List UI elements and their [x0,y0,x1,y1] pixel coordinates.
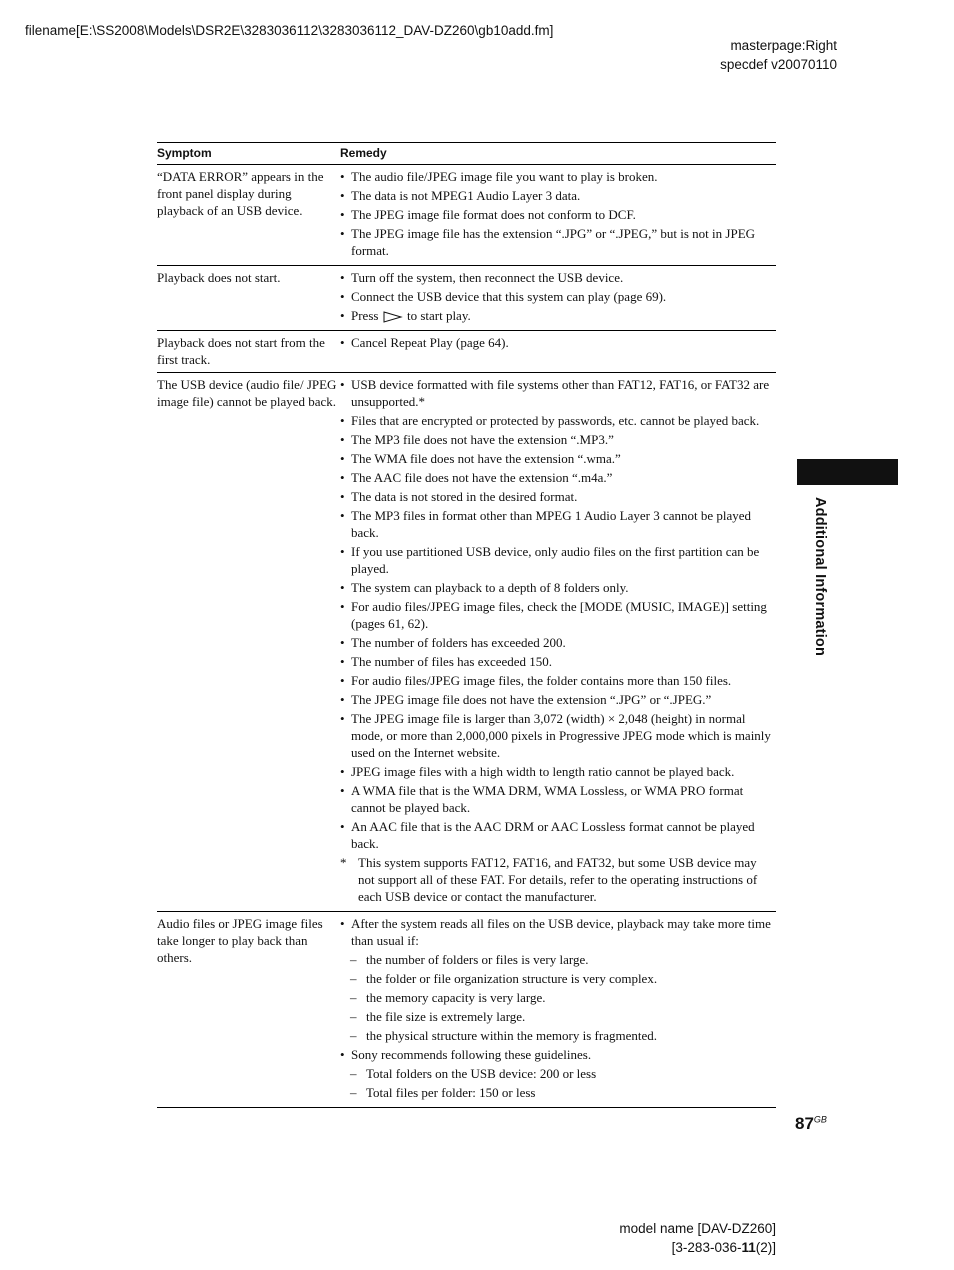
guideline-item: – Total files per folder: 150 or less [350,1085,536,1100]
symptom-text: “DATA ERROR” appears in the front panel display during playback of an USB device. [157,169,324,218]
table-row [157,165,776,266]
condition-item: – the folder or file organization structure is very complex. [350,971,658,986]
symptom-text: Audio files or JPEG image files take longer to play back than others. [157,916,323,965]
dash-icon: – [350,971,357,986]
filename-header: filename[E:\SS2008\Models\DSR2E\3283036112\3283036112_DAV-DZ260\gb10add.fm] [25,23,554,38]
bullet-icon: • [340,489,345,504]
bullet-icon: • [340,432,345,447]
remedy-item: • The number of files has exceeded 150. [340,654,553,669]
table-row [157,912,776,1108]
guideline-item: – Total folders on the USB device: 200 or less [350,1066,597,1081]
specdef-label: specdef v20070110 [720,57,837,72]
bullet-icon: • [340,169,345,184]
bullet-icon: • [340,711,345,726]
bullet-icon: • [340,226,345,241]
remedy-item: • USB device formatted with file systems other than FAT12, FAT16, or FAT32 are unsupported.* [340,377,770,409]
condition-item: – the number of folders or files is very large. [350,952,589,967]
bullet-icon: • [340,413,345,428]
model-name: model name [DAV-DZ260] [619,1221,776,1236]
remedy-item: • Cancel Repeat Play (page 64). [340,335,509,350]
remedy-item: • If you use partitioned USB device, only audio files on the first partition can be played. [340,544,760,576]
remedy-item: • The data is not stored in the desired format. [340,489,578,504]
remedy-item: • Press to start play. [340,308,471,323]
bullet-icon: • [340,377,345,392]
dash-icon: – [350,1009,357,1024]
bullet-icon: • [340,289,345,304]
bullet-icon: • [340,580,345,595]
remedy-item: • For audio files/JPEG image files, check the [MODE (MUSIC, IMAGE)] setting (pages 61, 62). [340,599,767,631]
remedy-item: • The JPEG image file format does not conform to DCF. [340,207,636,222]
page-number-suffix: GB [813,1114,827,1125]
bullet-icon: • [340,207,345,222]
remedy-item: • The MP3 files in format other than MPEG 1 Audio Layer 3 cannot be played back. [340,508,752,540]
remedy-item: • The audio file/JPEG image file you want to play is broken. [340,169,658,184]
remedy-column-header: Remedy [340,146,387,160]
table-row [157,373,776,912]
condition-item: – the file size is extremely large. [350,1009,526,1024]
symptom-column-header: Symptom [157,146,212,160]
troubleshooting-table [157,142,776,1108]
bullet-icon: • [340,1047,345,1062]
remedy-item: • Sony recommends following these guidelines. [340,1047,592,1062]
page-number: $87^{GB}$ [795,1114,827,1133]
bullet-icon: • [340,819,345,834]
play-triangle-icon [382,311,404,323]
part-code: [3-283-036-11(2)] [671,1240,776,1255]
remedy-item: • The JPEG image file does not have the extension “.JPG” or “.JPEG.” [340,692,712,707]
dash-icon: – [350,1028,357,1043]
dash-icon: – [350,952,357,967]
table-row [157,331,776,373]
bullet-icon: • [340,270,345,285]
bullet-icon: • [340,470,345,485]
bullet-icon: • [340,508,345,523]
remedy-item: • Turn off the system, then reconnect the USB device. [340,270,624,285]
bullet-icon: • [340,764,345,779]
footnote-mark: * [340,855,347,870]
bullet-icon: • [340,599,345,614]
remedy-item: • The system can playback to a depth of 8 folders only. [340,580,629,595]
footer-model-info [619,1219,776,1257]
symptom-text: Playback does not start. [157,270,281,285]
bullet-icon: • [340,188,345,203]
remedy-item: • The data is not MPEG1 Audio Layer 3 data. [340,188,581,203]
remedy-item: • After the system reads all files on the USB device, playback may take more time than usual if: [340,916,771,948]
remedy-item: • Files that are encrypted or protected by passwords, etc. cannot be played back. [340,413,760,428]
remedy-item: • JPEG image files with a high width to length ratio cannot be played back. [340,764,735,779]
remedy-item: • The MP3 file does not have the extension “.MP3.” [340,432,614,447]
masterpage-header [720,36,837,74]
condition-item: – the physical structure within the memory is fragmented. [350,1028,657,1043]
bullet-icon: • [340,308,345,323]
dash-icon: – [350,990,357,1005]
bullet-icon: • [340,635,345,650]
masterpage-label: masterpage:Right [730,38,837,53]
dash-icon: – [350,1085,357,1100]
section-tab-marker [797,459,898,485]
table-row [157,266,776,331]
dash-icon: – [350,1066,357,1081]
bullet-icon: • [340,692,345,707]
table-header-row [157,143,776,165]
remedy-item: • The JPEG image file has the extension “.JPG” or “.JPEG,” but is not in JPEG format. [340,226,756,258]
bullet-icon: • [340,673,345,688]
symptom-text: The USB device (audio file/ JPEG image file) cannot be played back. [157,377,337,409]
condition-item: – the memory capacity is very large. [350,990,546,1005]
bullet-icon: • [340,451,345,466]
remedy-item: • An AAC file that is the AAC DRM or AAC Lossless format cannot be played back. [340,819,755,851]
remedy-item: • The number of folders has exceeded 200. [340,635,566,650]
remedy-item: • For audio files/JPEG image files, the folder contains more than 150 files. [340,673,732,688]
bullet-icon: • [340,335,345,350]
remedy-item: • Connect the USB device that this system can play (page 69). [340,289,667,304]
bullet-icon: • [340,544,345,559]
bullet-icon: • [340,783,345,798]
footnote: * This system supports FAT12, FAT16, and FAT32, but some USB device may not support all of these FAT. For details, refer to the operating instructions of each USB device or contact the manufacturer. [340,855,758,904]
section-tab-label: Additional Information [812,497,828,657]
symptom-text: Playback does not start from the first track. [157,335,325,367]
remedy-item: • The WMA file does not have the extension “.wma.” [340,451,621,466]
remedy-item: • The JPEG image file is larger than 3,072 (width) × 2,048 (height) in normal mode, or more than 2,000,000 pixels in Progressive JPEG mode which is mainly used on the Internet website. [340,711,771,760]
bullet-icon: • [340,916,345,931]
remedy-item: • The AAC file does not have the extension “.m4a.” [340,470,613,485]
remedy-item: • A WMA file that is the WMA DRM, WMA Lossless, or WMA PRO format cannot be played back. [340,783,744,815]
bullet-icon: • [340,654,345,669]
